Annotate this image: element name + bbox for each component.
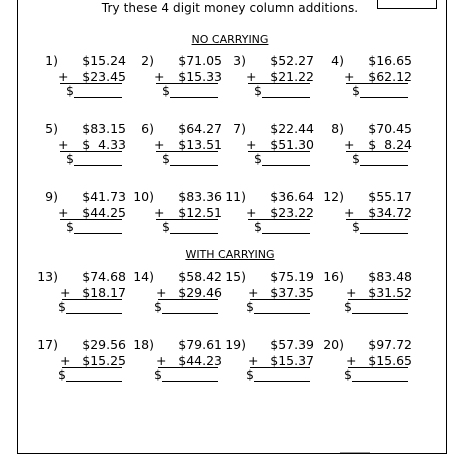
plus-sign: + xyxy=(248,353,259,368)
problem-number: 16) xyxy=(323,269,344,284)
top-addend: $83.48 xyxy=(368,269,412,284)
addition-problem xyxy=(34,53,134,99)
answer-dollar: $ xyxy=(162,219,170,234)
addition-problem xyxy=(130,337,230,383)
addition-problem xyxy=(130,269,230,315)
addition-problem xyxy=(222,337,322,383)
sum-rule xyxy=(250,367,310,368)
problem-number: 18) xyxy=(133,337,154,352)
sum-rule xyxy=(158,299,218,300)
instruction-text: Try these 4 digit money column additions. xyxy=(101,1,359,15)
answer-dollar: $ xyxy=(352,83,360,98)
addition-problem xyxy=(320,53,420,99)
plus-sign: + xyxy=(58,69,69,84)
bottom-addend: $15.65 xyxy=(368,353,412,368)
answer-dollar: $ xyxy=(254,83,262,98)
problem-number: 14) xyxy=(133,269,154,284)
answer-line[interactable] xyxy=(360,97,408,98)
bottom-addend: $15.37 xyxy=(270,353,314,368)
bottom-addend: $51.30 xyxy=(270,137,314,152)
problem-number: 12) xyxy=(323,189,344,204)
problem-number: 9) xyxy=(45,189,58,204)
plus-sign: + xyxy=(344,137,355,152)
answer-dollar: $ xyxy=(162,83,170,98)
problem-number: 4) xyxy=(331,53,344,68)
top-addend: $36.64 xyxy=(270,189,314,204)
answer-line[interactable] xyxy=(170,233,218,234)
addition-problem xyxy=(222,121,322,167)
answer-dollar: $ xyxy=(66,219,74,234)
answer-dollar: $ xyxy=(246,367,254,382)
answer-line[interactable] xyxy=(262,165,310,166)
addition-problem xyxy=(34,269,134,315)
answer-line[interactable] xyxy=(360,233,408,234)
plus-sign: + xyxy=(346,353,357,368)
plus-sign: + xyxy=(156,353,167,368)
plus-sign: + xyxy=(154,69,165,84)
bottom-addend: $37.35 xyxy=(270,285,314,300)
answer-dollar: $ xyxy=(352,151,360,166)
answer-line[interactable] xyxy=(360,165,408,166)
answer-line[interactable] xyxy=(262,233,310,234)
plus-sign: + xyxy=(346,285,357,300)
top-addend: $29.56 xyxy=(82,337,126,352)
top-addend: $64.27 xyxy=(178,121,222,136)
addition-problem xyxy=(320,337,420,383)
answer-line[interactable] xyxy=(162,313,218,314)
problem-number: 10) xyxy=(133,189,154,204)
top-addend: $74.68 xyxy=(82,269,126,284)
plus-sign: + xyxy=(246,205,257,220)
addition-problem xyxy=(222,269,322,315)
addition-problem xyxy=(320,189,420,235)
answer-dollar: $ xyxy=(344,367,352,382)
answer-line[interactable] xyxy=(170,165,218,166)
plus-sign: + xyxy=(344,205,355,220)
plus-sign: + xyxy=(154,137,165,152)
sum-rule xyxy=(348,367,408,368)
bottom-addend: $34.72 xyxy=(368,205,412,220)
answer-dollar: $ xyxy=(254,151,262,166)
answer-line[interactable] xyxy=(254,313,310,314)
bottom-addend: $31.52 xyxy=(368,285,412,300)
top-addend: $83.36 xyxy=(178,189,222,204)
addition-problem xyxy=(320,269,420,315)
bottom-addend: $ 8.24 xyxy=(368,137,412,152)
answer-dollar: $ xyxy=(58,299,66,314)
addition-problem xyxy=(130,53,230,99)
problem-number: 20) xyxy=(323,337,344,352)
answer-dollar: $ xyxy=(154,299,162,314)
bottom-addend: $18.17 xyxy=(82,285,126,300)
addition-problem xyxy=(130,189,230,235)
bottom-addend: $44.23 xyxy=(178,353,222,368)
addition-problem xyxy=(222,189,322,235)
problem-number: 11) xyxy=(225,189,246,204)
bottom-addend: $13.51 xyxy=(178,137,222,152)
answer-dollar: $ xyxy=(246,299,254,314)
top-addend: $71.05 xyxy=(178,53,222,68)
top-addend: $55.17 xyxy=(368,189,412,204)
bottom-addend: $21.22 xyxy=(270,69,314,84)
problem-number: 1) xyxy=(45,53,58,68)
plus-sign: + xyxy=(58,137,69,152)
bottom-addend: $15.33 xyxy=(178,69,222,84)
addition-problem xyxy=(34,337,134,383)
problem-number: 19) xyxy=(225,337,246,352)
problem-number: 3) xyxy=(233,53,246,68)
bottom-addend: $12.51 xyxy=(178,205,222,220)
bottom-addend: $44.25 xyxy=(82,205,126,220)
plus-sign: + xyxy=(58,205,69,220)
top-addend: $75.19 xyxy=(270,269,314,284)
section-heading: WITH CARRYING xyxy=(185,248,275,261)
plus-sign: + xyxy=(246,69,257,84)
answer-dollar: $ xyxy=(162,151,170,166)
top-addend: $83.15 xyxy=(82,121,126,136)
top-addend: $16.65 xyxy=(368,53,412,68)
answer-line[interactable] xyxy=(352,381,408,382)
answer-dollar: $ xyxy=(154,367,162,382)
section-heading: NO CARRYING xyxy=(191,33,269,46)
sum-rule xyxy=(348,299,408,300)
answer-line[interactable] xyxy=(74,97,122,98)
problem-number: 8) xyxy=(331,121,344,136)
problem-number: 15) xyxy=(225,269,246,284)
answer-line[interactable] xyxy=(170,97,218,98)
bottom-addend: $62.12 xyxy=(368,69,412,84)
answer-dollar: $ xyxy=(66,83,74,98)
answer-dollar: $ xyxy=(344,299,352,314)
top-addend: $57.39 xyxy=(270,337,314,352)
plus-sign: + xyxy=(246,137,257,152)
bottom-addend: $15.25 xyxy=(82,353,126,368)
problem-number: 6) xyxy=(141,121,154,136)
sum-rule xyxy=(250,299,310,300)
top-addend: $15.24 xyxy=(82,53,126,68)
addition-problem xyxy=(34,189,134,235)
bottom-addend: $ 4.33 xyxy=(82,137,126,152)
answer-line[interactable] xyxy=(74,165,122,166)
top-addend: $22.44 xyxy=(270,121,314,136)
top-addend: $41.73 xyxy=(82,189,126,204)
sum-rule xyxy=(62,367,122,368)
top-addend: $58.42 xyxy=(178,269,222,284)
plus-sign: + xyxy=(154,205,165,220)
answer-dollar: $ xyxy=(254,219,262,234)
answer-line[interactable] xyxy=(352,313,408,314)
plus-sign: + xyxy=(60,353,71,368)
addition-problem xyxy=(34,121,134,167)
problem-number: 7) xyxy=(233,121,246,136)
plus-sign: + xyxy=(60,285,71,300)
answer-line[interactable] xyxy=(262,97,310,98)
answer-line[interactable] xyxy=(254,381,310,382)
sum-rule xyxy=(158,367,218,368)
bottom-addend: $23.22 xyxy=(270,205,314,220)
sum-rule xyxy=(62,299,122,300)
top-addend: $52.27 xyxy=(270,53,314,68)
bottom-addend: $29.46 xyxy=(178,285,222,300)
plus-sign: + xyxy=(156,285,167,300)
answer-line[interactable] xyxy=(74,233,122,234)
problem-number: 2) xyxy=(141,53,154,68)
top-addend: $79.61 xyxy=(178,337,222,352)
addition-problem xyxy=(130,121,230,167)
problem-number: 13) xyxy=(37,269,58,284)
problem-number: 17) xyxy=(37,337,58,352)
bottom-addend: $23.45 xyxy=(82,69,126,84)
answer-line[interactable] xyxy=(162,381,218,382)
addition-problem xyxy=(222,53,322,99)
plus-sign: + xyxy=(344,69,355,84)
top-addend: $70.45 xyxy=(368,121,412,136)
problem-number: 5) xyxy=(45,121,58,136)
answer-line[interactable] xyxy=(66,313,122,314)
top-addend: $97.72 xyxy=(368,337,412,352)
answer-line[interactable] xyxy=(66,381,122,382)
answer-dollar: $ xyxy=(352,219,360,234)
answer-dollar: $ xyxy=(58,367,66,382)
addition-problem xyxy=(320,121,420,167)
answer-dollar: $ xyxy=(66,151,74,166)
plus-sign: + xyxy=(248,285,259,300)
